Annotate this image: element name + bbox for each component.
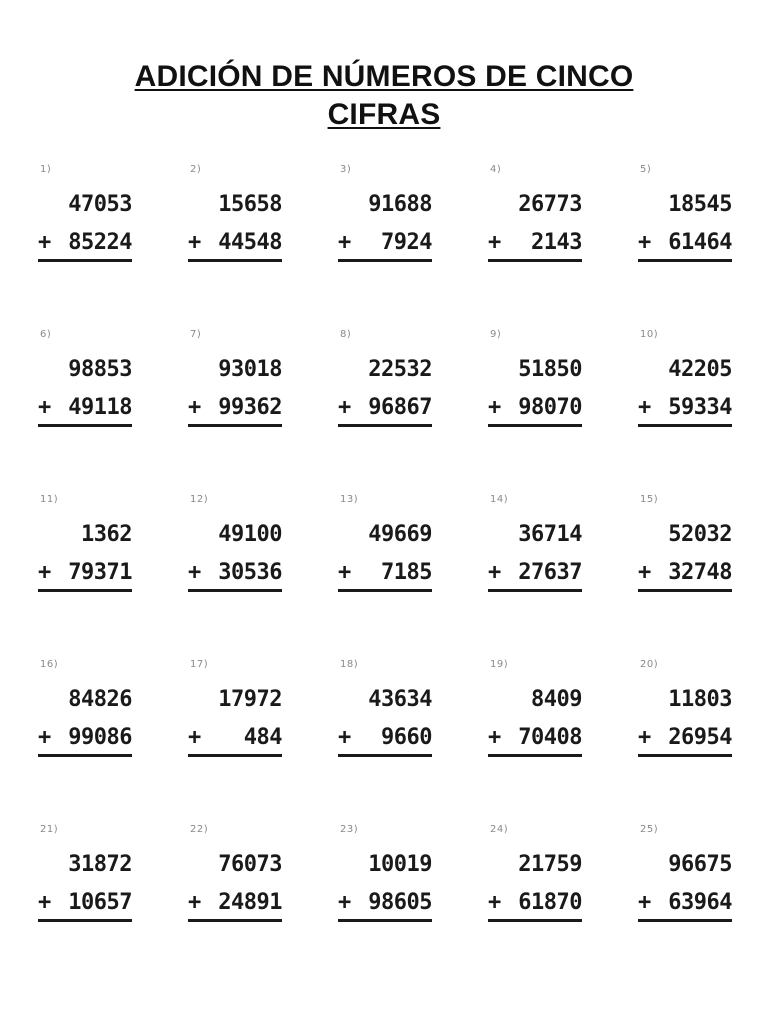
plus-sign: + xyxy=(638,725,651,750)
addition-problem xyxy=(186,822,286,932)
plus-sign: + xyxy=(488,395,501,420)
addend-bottom: 63964 xyxy=(668,890,732,915)
plus-sign: + xyxy=(188,395,201,420)
addend-top: 42205 xyxy=(668,357,732,382)
addend-bottom-row xyxy=(338,395,432,420)
plus-sign: + xyxy=(188,725,201,750)
plus-sign: + xyxy=(488,725,501,750)
addend-bottom-row xyxy=(188,725,282,750)
plus-sign: + xyxy=(488,230,501,255)
sum-line xyxy=(638,589,732,592)
sum-line xyxy=(188,919,282,922)
addend-bottom: 96867 xyxy=(368,395,432,420)
addend-bottom: 30536 xyxy=(218,560,282,585)
addend-top: 31872 xyxy=(68,852,132,877)
sum-line xyxy=(188,259,282,262)
addend-bottom: 99362 xyxy=(218,395,282,420)
plus-sign: + xyxy=(638,560,651,585)
problem-number: 7) xyxy=(190,329,202,340)
addend-bottom: 7924 xyxy=(381,230,432,255)
problem-number: 19) xyxy=(490,659,509,670)
addend-bottom-row xyxy=(488,560,582,585)
addend-bottom: 7185 xyxy=(381,560,432,585)
addition-problem xyxy=(486,492,586,602)
addend-top: 96675 xyxy=(668,852,732,877)
addend-bottom: 24891 xyxy=(218,890,282,915)
addend-bottom-row xyxy=(38,560,132,585)
problem-number: 21) xyxy=(40,824,59,835)
sum-line xyxy=(338,424,432,427)
addend-bottom-row xyxy=(38,395,132,420)
addend-bottom-row xyxy=(338,725,432,750)
addition-problem xyxy=(186,162,286,272)
plus-sign: + xyxy=(488,890,501,915)
addition-problem xyxy=(636,327,736,437)
addend-top: 22532 xyxy=(368,357,432,382)
problem-number: 22) xyxy=(190,824,209,835)
plus-sign: + xyxy=(638,395,651,420)
addend-top: 18545 xyxy=(668,192,732,217)
addend-top: 51850 xyxy=(518,357,582,382)
addend-bottom: 98070 xyxy=(518,395,582,420)
addition-problem xyxy=(36,822,136,932)
addend-bottom: 98605 xyxy=(368,890,432,915)
problem-number: 2) xyxy=(190,164,202,175)
sum-line xyxy=(188,754,282,757)
addend-bottom: 27637 xyxy=(518,560,582,585)
addend-bottom-row xyxy=(188,230,282,255)
addend-bottom-row xyxy=(488,725,582,750)
sum-line xyxy=(488,589,582,592)
addend-top: 1362 xyxy=(81,522,132,547)
addend-bottom: 44548 xyxy=(218,230,282,255)
addend-bottom: 59334 xyxy=(668,395,732,420)
plus-sign: + xyxy=(488,560,501,585)
plus-sign: + xyxy=(638,890,651,915)
problem-number: 15) xyxy=(640,494,659,505)
plus-sign: + xyxy=(188,890,201,915)
sum-line xyxy=(338,589,432,592)
plus-sign: + xyxy=(38,725,51,750)
addend-bottom: 99086 xyxy=(68,725,132,750)
problem-number: 23) xyxy=(340,824,359,835)
addition-problem xyxy=(336,162,436,272)
addend-bottom-row xyxy=(638,560,732,585)
addition-problem xyxy=(336,492,436,602)
addend-top: 84826 xyxy=(68,687,132,712)
addend-bottom: 49118 xyxy=(68,395,132,420)
addend-bottom-row xyxy=(638,725,732,750)
addition-problem xyxy=(36,162,136,272)
addend-bottom: 32748 xyxy=(668,560,732,585)
addend-top: 52032 xyxy=(668,522,732,547)
sum-line xyxy=(188,424,282,427)
problem-number: 14) xyxy=(490,494,509,505)
addend-top: 17972 xyxy=(218,687,282,712)
plus-sign: + xyxy=(188,560,201,585)
sum-line xyxy=(338,754,432,757)
page-title xyxy=(84,58,684,134)
addend-bottom: 61870 xyxy=(518,890,582,915)
addend-bottom-row xyxy=(638,395,732,420)
addend-top: 11803 xyxy=(668,687,732,712)
sum-line xyxy=(38,259,132,262)
problem-number: 24) xyxy=(490,824,509,835)
addition-problem xyxy=(486,327,586,437)
problem-number: 8) xyxy=(340,329,352,340)
sum-line xyxy=(488,919,582,922)
addend-bottom-row xyxy=(338,560,432,585)
plus-sign: + xyxy=(338,890,351,915)
addend-bottom: 9660 xyxy=(381,725,432,750)
problem-number: 13) xyxy=(340,494,359,505)
addend-bottom-row xyxy=(38,230,132,255)
addend-bottom: 61464 xyxy=(668,230,732,255)
problem-number: 1) xyxy=(40,164,52,175)
addend-top: 21759 xyxy=(518,852,582,877)
addend-top: 43634 xyxy=(368,687,432,712)
addend-top: 49669 xyxy=(368,522,432,547)
addition-problem xyxy=(636,657,736,767)
addition-problem xyxy=(186,657,286,767)
plus-sign: + xyxy=(638,230,651,255)
sum-line xyxy=(38,754,132,757)
addend-top: 8409 xyxy=(531,687,582,712)
addend-bottom-row xyxy=(638,230,732,255)
addition-problem xyxy=(486,657,586,767)
addend-bottom-row xyxy=(188,560,282,585)
addend-bottom-row xyxy=(488,395,582,420)
problem-number: 9) xyxy=(490,329,502,340)
addend-bottom-row xyxy=(188,890,282,915)
addition-problem xyxy=(636,162,736,272)
problem-number: 17) xyxy=(190,659,209,670)
page-title-line-2: CIFRAS xyxy=(327,98,441,131)
addend-top: 36714 xyxy=(518,522,582,547)
addition-problem xyxy=(636,822,736,932)
plus-sign: + xyxy=(338,725,351,750)
page-title-line-1: ADICIÓN DE NÚMEROS DE CINCO xyxy=(134,60,634,93)
plus-sign: + xyxy=(338,395,351,420)
addend-top: 91688 xyxy=(368,192,432,217)
addend-top: 49100 xyxy=(218,522,282,547)
plus-sign: + xyxy=(38,395,51,420)
addend-bottom-row xyxy=(338,230,432,255)
plus-sign: + xyxy=(38,560,51,585)
addend-bottom-row xyxy=(338,890,432,915)
plus-sign: + xyxy=(38,890,51,915)
addend-bottom-row xyxy=(488,230,582,255)
addend-bottom: 85224 xyxy=(68,230,132,255)
addend-top: 15658 xyxy=(218,192,282,217)
sum-line xyxy=(338,259,432,262)
addition-problem xyxy=(186,492,286,602)
sum-line xyxy=(488,754,582,757)
sum-line xyxy=(188,589,282,592)
problem-grid xyxy=(36,162,746,987)
addend-bottom-row xyxy=(38,890,132,915)
addition-problem xyxy=(186,327,286,437)
sum-line xyxy=(38,424,132,427)
problem-number: 20) xyxy=(640,659,659,670)
addition-problem xyxy=(486,822,586,932)
problem-number: 3) xyxy=(340,164,352,175)
sum-line xyxy=(638,754,732,757)
plus-sign: + xyxy=(38,230,51,255)
plus-sign: + xyxy=(338,230,351,255)
addend-top: 76073 xyxy=(218,852,282,877)
sum-line xyxy=(488,424,582,427)
problem-number: 12) xyxy=(190,494,209,505)
addend-bottom: 79371 xyxy=(68,560,132,585)
addition-problem xyxy=(486,162,586,272)
problem-number: 5) xyxy=(640,164,652,175)
addition-problem xyxy=(36,327,136,437)
sum-line xyxy=(38,919,132,922)
addition-problem xyxy=(636,492,736,602)
problem-number: 18) xyxy=(340,659,359,670)
addend-top: 47053 xyxy=(68,192,132,217)
addend-top: 93018 xyxy=(218,357,282,382)
addition-problem xyxy=(336,657,436,767)
sum-line xyxy=(488,259,582,262)
problem-number: 11) xyxy=(40,494,59,505)
addend-bottom-row xyxy=(38,725,132,750)
sum-line xyxy=(38,589,132,592)
addend-top: 10019 xyxy=(368,852,432,877)
addend-top: 26773 xyxy=(518,192,582,217)
problem-number: 10) xyxy=(640,329,659,340)
addition-problem xyxy=(36,492,136,602)
addend-bottom-row xyxy=(638,890,732,915)
addend-bottom: 70408 xyxy=(518,725,582,750)
addend-bottom: 10657 xyxy=(68,890,132,915)
problem-number: 16) xyxy=(40,659,59,670)
sum-line xyxy=(338,919,432,922)
addend-bottom: 484 xyxy=(243,725,282,750)
addend-bottom: 26954 xyxy=(668,725,732,750)
addend-bottom-row xyxy=(188,395,282,420)
problem-number: 6) xyxy=(40,329,52,340)
problem-number: 4) xyxy=(490,164,502,175)
plus-sign: + xyxy=(338,560,351,585)
addition-problem xyxy=(336,822,436,932)
addition-problem xyxy=(36,657,136,767)
plus-sign: + xyxy=(188,230,201,255)
problem-number: 25) xyxy=(640,824,659,835)
sum-line xyxy=(638,919,732,922)
sum-line xyxy=(638,424,732,427)
sum-line xyxy=(638,259,732,262)
addition-problem xyxy=(336,327,436,437)
addend-bottom: 2143 xyxy=(531,230,582,255)
addend-top: 98853 xyxy=(68,357,132,382)
addend-bottom-row xyxy=(488,890,582,915)
